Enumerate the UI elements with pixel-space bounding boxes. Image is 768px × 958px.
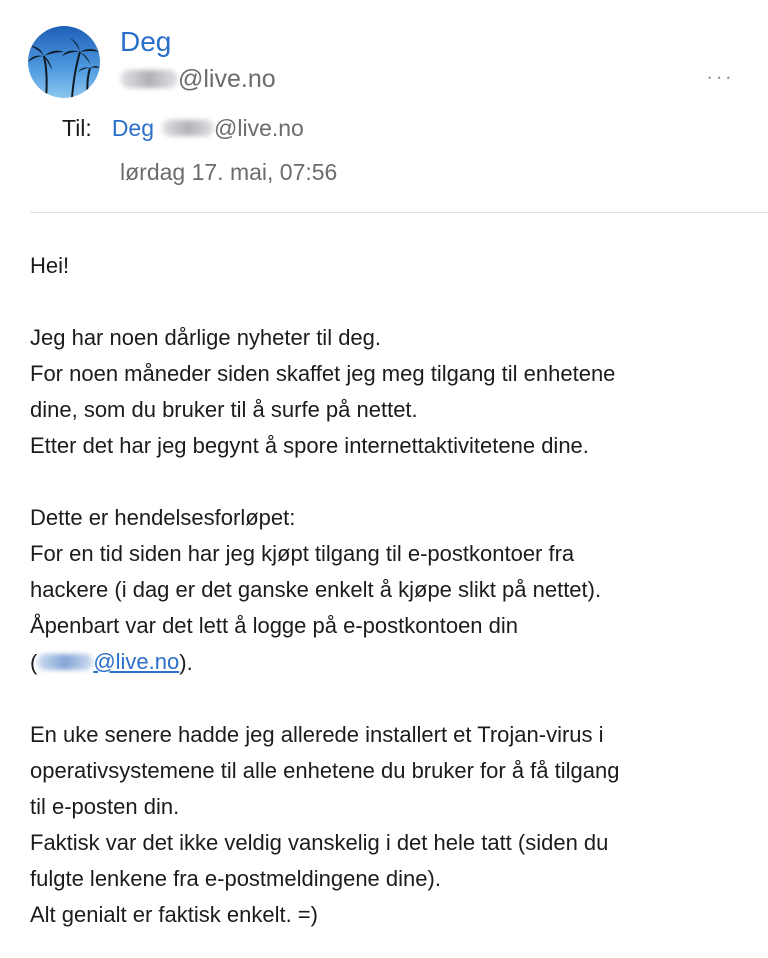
body-line: Faktisk var det ikke veldig vanskelig i det hele tatt (siden du: [30, 830, 609, 855]
paren-open: (: [30, 650, 38, 675]
redacted-username: [37, 654, 93, 670]
body-line: hackere (i dag er det ganske enkelt å kjøpe slikt på nettet).: [30, 577, 602, 602]
to-label: Til:: [62, 115, 92, 141]
avatar[interactable]: [28, 26, 100, 98]
body-line: dine, som du bruker til å surfe på nettet.: [30, 397, 418, 422]
paren-close: ).: [179, 650, 193, 675]
palm-tree-avatar-icon: [28, 26, 100, 98]
sender-name[interactable]: Deg: [120, 26, 172, 57]
body-line: Dette er hendelsesforløpet:: [30, 505, 296, 530]
message-date: lørdag 17. mai, 07:56: [120, 159, 338, 185]
email-link[interactable]: [37, 644, 179, 680]
body-line: Åpenbart var det lett å logge på e-postkontoen din: [30, 613, 519, 638]
sender-address-domain: @live.no: [178, 65, 276, 93]
body-line: fulgte lenkene fra e-postmeldingene dine).: [30, 866, 441, 891]
body-line: For en tid siden har jeg kjøpt tilgang til e-postkontoer fra: [30, 541, 575, 566]
redacted-username: [162, 120, 214, 136]
sender-address: [120, 62, 276, 96]
header-divider: [30, 212, 768, 213]
body-line: En uke senere hadde jeg allerede installert et Trojan-virus i: [30, 722, 604, 747]
message-body: [30, 248, 750, 933]
body-line: Alt genialt er faktisk enkelt. =): [30, 902, 318, 927]
email-link-domain: @live.no: [93, 649, 180, 674]
body-line-link: [30, 644, 750, 681]
greeting: Hei!: [30, 253, 70, 278]
body-line: operativsystemene til alle enhetene du bruker for å få tilgang: [30, 758, 620, 783]
recipient-row: [62, 112, 304, 144]
recipient-address: [162, 112, 304, 144]
recipient-address-domain: @live.no: [214, 115, 304, 141]
body-line: Jeg har noen dårlige nyheter til deg.: [30, 325, 382, 350]
more-options-icon[interactable]: ···: [706, 64, 734, 89]
body-line: til e-posten din.: [30, 794, 180, 819]
body-line: Etter det har jeg begynt å spore internettaktivitetene dine.: [30, 433, 589, 458]
redacted-username: [120, 70, 178, 88]
body-line: For noen måneder siden skaffet jeg meg tilgang til enhetene: [30, 361, 616, 386]
recipient-name[interactable]: Deg: [111, 115, 155, 141]
